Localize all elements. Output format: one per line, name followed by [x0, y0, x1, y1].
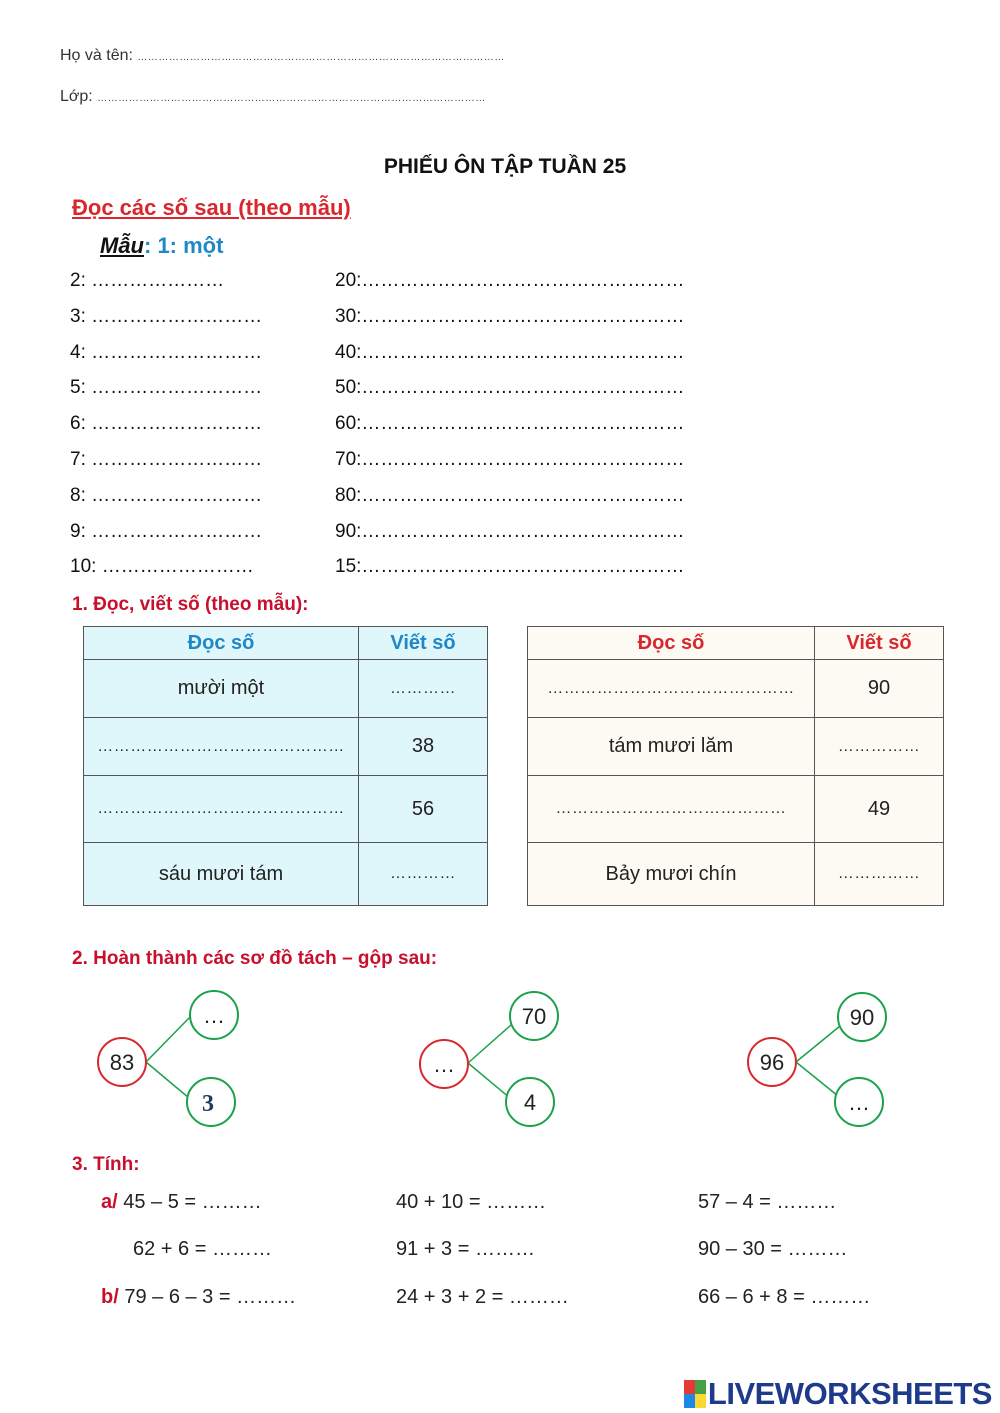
read-write-table-left: [83, 626, 488, 906]
part-value: …: [848, 1090, 870, 1115]
read-write-table-right: [527, 626, 944, 906]
part-value: 4: [523, 1090, 537, 1115]
list-item: 10: ……………………: [70, 556, 254, 578]
list-item: 20:……………………………………………: [335, 270, 685, 291]
column-header: Viết số: [815, 627, 944, 660]
diagram-3: [748, 993, 886, 1126]
connector-line: [796, 1026, 840, 1062]
left-number-list: [70, 270, 262, 592]
page-title: PHIẾU ÔN TẬP TUẦN 25: [383, 155, 627, 178]
part-value: 90: [849, 1005, 875, 1030]
table-cell: tám mươi lăm: [528, 718, 815, 776]
column-header: Đọc số: [84, 627, 359, 660]
list-item: 70:……………………………………………: [335, 448, 685, 470]
table-cell: 56: [359, 776, 488, 843]
part-value: …: [203, 1003, 225, 1028]
connector-line: [146, 1062, 189, 1098]
table-cell: 90: [815, 660, 944, 718]
section0-heading: Đọc các số sau (theo mẫu): [72, 195, 351, 220]
name-dots: ……………………………………………………………………………………………: [137, 52, 505, 63]
part-a-label: a/: [101, 1191, 118, 1213]
class-label: Lớp:: [60, 88, 93, 105]
table-row: [84, 843, 488, 906]
list-item: 80:……………………………………………: [335, 484, 685, 506]
class-line: [60, 88, 486, 106]
list-item: 2: …………………: [70, 270, 225, 291]
whole-value: 96: [759, 1050, 785, 1075]
table-cell: mười một: [84, 660, 359, 718]
table-cell: Bảy mươi chín: [528, 843, 815, 906]
answer-blank[interactable]: ………………………………………: [84, 776, 359, 843]
calc-expression[interactable]: 91 + 3 = ………: [396, 1238, 535, 1260]
table-row: [528, 718, 944, 776]
calc-expression[interactable]: 24 + 3 + 2 = ………: [396, 1286, 569, 1308]
section3-heading: 3. Tính:: [72, 1154, 140, 1175]
answer-blank[interactable]: ………………………………………: [84, 718, 359, 776]
mau-label: Mẫu: [100, 233, 144, 258]
name-label: Họ và tên:: [60, 47, 133, 64]
connector-line: [796, 1062, 838, 1096]
calc-b-1: [101, 1286, 296, 1309]
list-item: 40:……………………………………………: [335, 341, 685, 363]
diagram-2: [420, 992, 558, 1126]
diagram-1: [98, 991, 238, 1126]
table-cell: 49: [815, 776, 944, 843]
calc-expression[interactable]: 40 + 10 = ………: [396, 1191, 547, 1213]
answer-blank[interactable]: …………: [359, 843, 488, 906]
logo-icon: [684, 1380, 706, 1408]
list-item: 30:……………………………………………: [335, 305, 685, 327]
whole-value: 83: [109, 1050, 135, 1075]
logo-text: LIVEWORKSHEETS: [707, 1376, 992, 1411]
list-item: 4: ………………………: [70, 341, 263, 363]
list-item: 5: ………………………: [70, 377, 263, 399]
list-item: 60:……………………………………………: [335, 413, 685, 435]
part-value: 70: [521, 1004, 547, 1029]
list-item: 3: ………………………: [70, 305, 263, 327]
answer-blank[interactable]: ……………: [815, 718, 944, 776]
whole-value: …: [433, 1052, 455, 1077]
list-item: 90:……………………………………………: [335, 520, 685, 542]
part-value: 3: [202, 1091, 214, 1117]
mau-value: : 1: một: [144, 233, 224, 258]
column-header: Đọc số: [528, 627, 815, 660]
table-row: [528, 660, 944, 718]
table-row: [528, 843, 944, 906]
table-row: [84, 660, 488, 718]
connector-line: [468, 1063, 510, 1098]
class-dots: …………………………………………………………………………………………………: [97, 93, 486, 104]
calc-expression[interactable]: 45 – 5 = ………: [123, 1191, 262, 1213]
list-item: 6: ………………………: [70, 413, 263, 435]
answer-blank[interactable]: ……………: [815, 843, 944, 906]
list-item: 15:……………………………………………: [335, 556, 685, 578]
split-merge-diagrams: [0, 980, 1000, 1130]
part-b-label: b/: [101, 1286, 119, 1308]
list-item: 8: ………………………: [70, 484, 263, 506]
list-item: 9: ………………………: [70, 520, 263, 542]
table-row: [84, 718, 488, 776]
calc-expression[interactable]: 66 – 6 + 8 = ………: [698, 1286, 871, 1308]
calc-expression[interactable]: 90 – 30 = ………: [698, 1238, 848, 1260]
name-line: [60, 47, 505, 65]
table-row: [528, 776, 944, 843]
answer-blank[interactable]: ………………………………………: [528, 660, 815, 718]
section2-heading: 2. Hoàn thành các sơ đồ tách – gộp sau:: [72, 948, 438, 969]
answer-blank[interactable]: …………: [359, 660, 488, 718]
calc-expression[interactable]: 62 + 6 = ………: [133, 1238, 272, 1260]
table-cell: 38: [359, 718, 488, 776]
table-row: [84, 776, 488, 843]
calc-a-1: [101, 1191, 262, 1214]
list-item: 50:……………………………………………: [335, 377, 685, 399]
calc-expression[interactable]: 79 – 6 – 3 = ………: [124, 1286, 297, 1308]
right-number-list: [335, 270, 684, 592]
column-header: Viết số: [359, 627, 488, 660]
list-item: 7: ………………………: [70, 448, 263, 470]
section1-heading: 1. Đọc, viết số (theo mẫu):: [72, 594, 309, 615]
mau-line: [100, 233, 223, 259]
connector-line: [146, 1016, 191, 1062]
answer-blank[interactable]: ……………………………………: [528, 776, 815, 843]
table-cell: sáu mươi tám: [84, 843, 359, 906]
connector-line: [468, 1025, 511, 1063]
liveworksheets-logo: [684, 1376, 992, 1412]
calc-expression[interactable]: 57 – 4 = ………: [698, 1191, 837, 1213]
